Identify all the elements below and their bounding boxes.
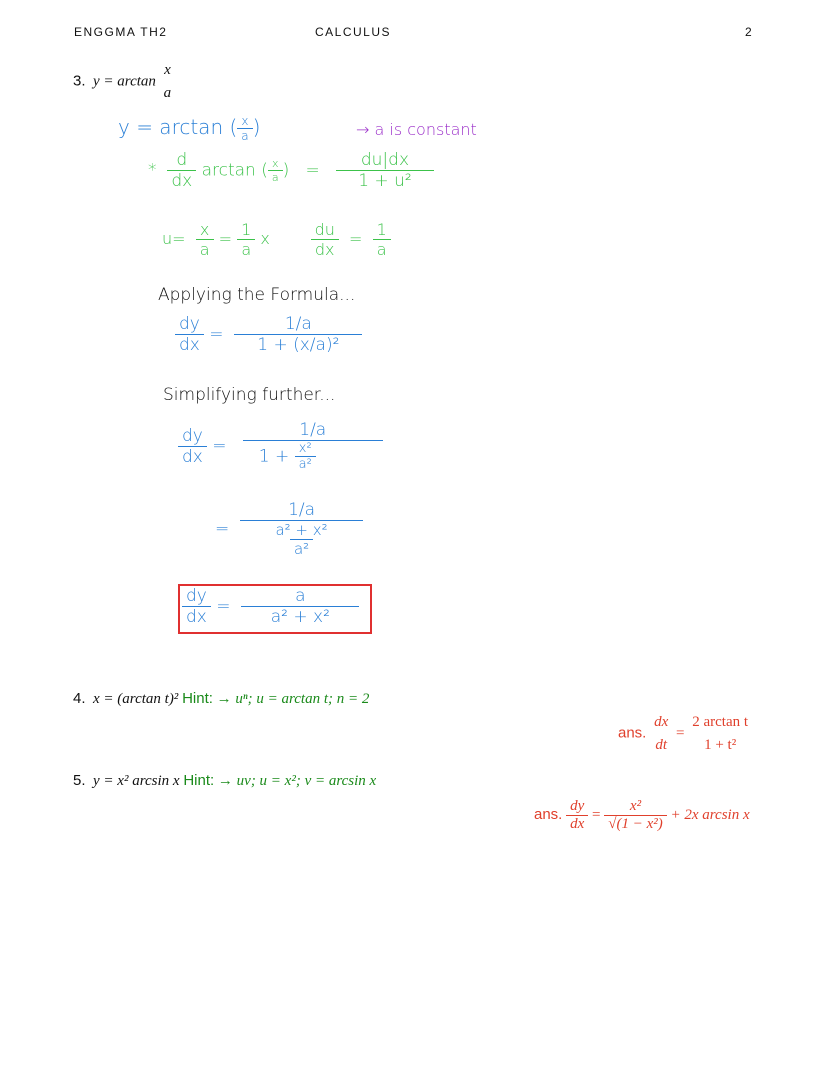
frac-den: √(1 − x²) [604, 815, 667, 833]
frac-num: x² [298, 441, 312, 456]
frac-den: dx [311, 239, 339, 259]
step-1 [175, 314, 362, 355]
frac-den: a [237, 239, 255, 259]
frac-num: x² [629, 798, 642, 814]
text: = [212, 436, 227, 456]
frac-den: dx [178, 446, 207, 467]
frac-num: du [314, 220, 335, 239]
frac-den: dx [167, 170, 196, 191]
text: = [209, 324, 224, 345]
problem-equation: y = arctan [93, 73, 156, 90]
frac-den: a² + x² [241, 606, 359, 627]
text: = [305, 160, 320, 181]
problem-equation: x = (arctan t)² [93, 691, 179, 707]
problem-number: 5. [73, 772, 86, 789]
problem-number: 3. [73, 72, 86, 90]
frac-den: 1 + (x/a)² [234, 334, 362, 355]
text: x [260, 229, 270, 248]
answer-label: ans. [534, 805, 563, 823]
frac-num: 1/a [299, 420, 327, 440]
text: = [349, 229, 363, 248]
frac-num: 2 arctan t [692, 714, 749, 730]
frac-num: 1 [241, 220, 252, 239]
frac-den: a² [295, 456, 316, 472]
frac-num: a² + x² [275, 521, 328, 539]
problem-4-answer [618, 714, 752, 754]
frac-den: 1 + t² [704, 737, 737, 753]
text: u= [162, 229, 186, 248]
frac-den: dt [655, 737, 668, 753]
frac-den: 1 + u² [336, 170, 434, 191]
header-course: ENGGMA TH2 [74, 25, 168, 39]
header-page-number: 2 [745, 25, 754, 39]
text: = [216, 596, 231, 617]
frac-num: x [271, 157, 279, 170]
answer-label: ans. [618, 724, 647, 742]
applying-heading: Applying the Formula... [158, 285, 356, 305]
answer-tail: + 2x arcsin x [670, 806, 750, 823]
final-answer [182, 586, 359, 627]
frac-den: a [268, 170, 283, 184]
frac-den: a [163, 85, 172, 101]
work-line-1: y = arctan ( $\frac{x}{a}$ ) [118, 114, 261, 143]
u-definition [162, 220, 391, 259]
text: = [215, 519, 230, 539]
frac-num: x [199, 220, 210, 239]
hint-label: Hint: [183, 772, 215, 789]
frac-num: dx [654, 714, 669, 730]
text: * [148, 160, 157, 181]
hint-text: → uⁿ; u = arctan t; n = 2 [216, 691, 370, 707]
frac-num: 1 [376, 220, 387, 239]
text: 1 + [258, 446, 290, 467]
text: y = arctan [118, 115, 224, 139]
problem-3 [73, 62, 175, 102]
text: = [218, 229, 233, 248]
frac-num: x [241, 114, 249, 128]
problem-equation: y = x² arcsin x [93, 773, 180, 789]
hint-label: Hint: [182, 690, 213, 707]
frac-num: du|dx [360, 150, 410, 170]
frac-den: a [373, 239, 391, 259]
step-3 [215, 500, 363, 558]
frac-num: 1/a [284, 314, 312, 334]
text: = [592, 806, 601, 823]
frac-num: a [295, 586, 306, 606]
frac-den: a [237, 128, 252, 143]
frac-num: dy [179, 314, 200, 334]
frac-den: dx [182, 606, 211, 627]
derivative-formula: * $\frac{d}{dx}$ arctan ( $\frac{x}{a}$ ) = $\frac{du|dx}{\text{1 + u²}}$ [148, 150, 434, 191]
simplifying-heading: Simplifying further... [163, 385, 336, 405]
header-title: CALCULUS [315, 25, 392, 39]
constant-note: → a is constant [356, 120, 477, 139]
problem-5 [73, 772, 376, 790]
frac-num: dy [186, 586, 207, 606]
frac-num: d [176, 150, 188, 170]
problem-number: 4. [73, 690, 86, 707]
step-2 [178, 420, 383, 472]
text: arctan [201, 160, 256, 181]
frac-num: 1/a [288, 500, 316, 520]
frac-num: dy [182, 425, 203, 446]
frac-den: a [196, 239, 214, 259]
text: = [676, 725, 685, 742]
frac-den: dx [566, 815, 588, 833]
problem-5-answer [534, 798, 750, 833]
frac-num: dy [570, 798, 585, 814]
hint-text: → uv; u = x²; v = arcsin x [217, 773, 377, 789]
frac-num: x [164, 62, 171, 78]
problem-4 [73, 690, 369, 708]
frac-den: a² [290, 539, 313, 558]
frac-den: dx [175, 334, 204, 355]
